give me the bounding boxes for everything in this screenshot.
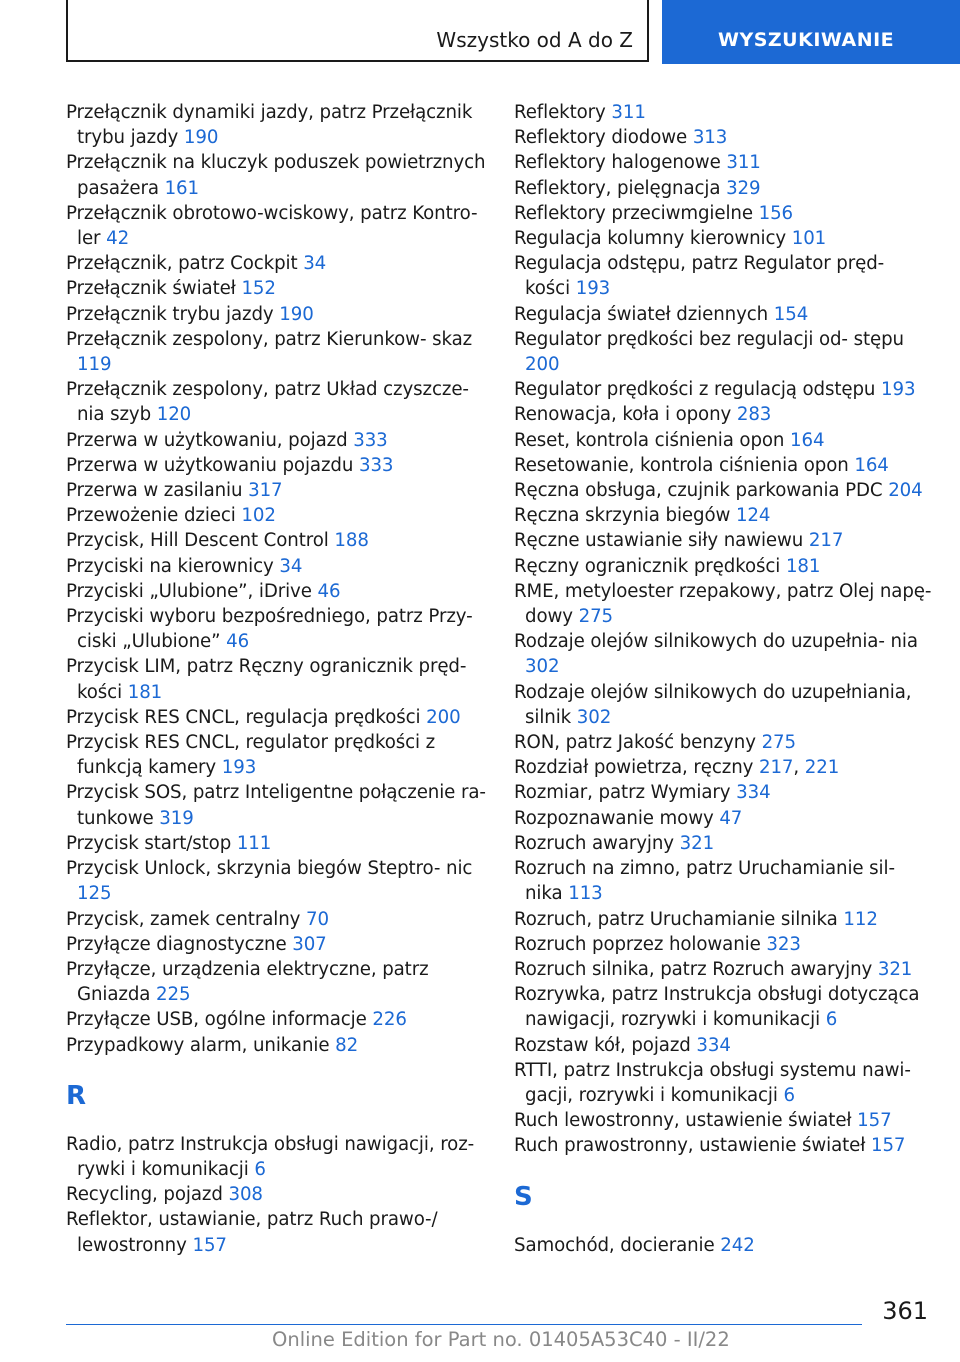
index-entry xyxy=(514,1058,934,1108)
index-entry xyxy=(514,856,934,906)
index-entry-text: Rodzaje olejów silnikowych do uzupełnia- nia xyxy=(514,631,918,653)
index-entry-text: Przyłącze diagnostyczne xyxy=(66,933,293,955)
search-button-label: WYSZUKIWANIE xyxy=(718,29,895,51)
index-entry xyxy=(514,302,934,327)
index-entry xyxy=(66,780,486,830)
page-reference-link[interactable]: 334 xyxy=(736,782,771,804)
page-reference-link[interactable]: 46 xyxy=(317,580,341,602)
index-entry xyxy=(66,856,486,906)
index-entry-text: RME, metyloester rzepakowy, patrz Olej napę- dowy xyxy=(514,580,932,628)
index-entry xyxy=(66,831,486,856)
section-title: Wszystko od A do Z xyxy=(436,28,633,52)
index-entry xyxy=(514,251,934,301)
page-reference-link[interactable]: 302 xyxy=(525,656,560,678)
index-entry-text: Recycling, pojazd xyxy=(66,1184,229,1206)
index-entry xyxy=(66,554,486,579)
index-entry xyxy=(66,201,486,251)
index-entry xyxy=(514,377,934,402)
index-entry-text: Przycisk LIM, patrz Ręczny ogranicznik pręd- kości xyxy=(66,656,467,703)
index-entry xyxy=(66,100,486,150)
index-entry xyxy=(514,629,934,679)
page-reference-link[interactable]: 307 xyxy=(292,933,327,955)
page-reference-link[interactable]: 101 xyxy=(791,228,827,250)
index-entry-text: Przełącznik świateł xyxy=(66,278,242,300)
page-reference-link[interactable]: 42 xyxy=(106,228,130,250)
index-letter-heading: S xyxy=(514,1181,533,1212)
page-reference-link[interactable]: 102 xyxy=(241,505,276,527)
index-entry-text: Ruch lewostronny, ustawienie świateł xyxy=(514,1110,858,1132)
index-entry-text: Rodzaje olejów silnikowych do uzupełniania, silnik xyxy=(514,681,912,728)
footer-edition: Online Edition for Part no. 01405A53C40 - II/22 xyxy=(272,1328,730,1351)
page-reference-link[interactable]: 226 xyxy=(372,1009,407,1031)
index-entry-text: Ręczna skrzynia biegów xyxy=(514,505,736,527)
index-entry-text: Przypadkowy alarm, unikanie xyxy=(66,1034,336,1056)
index-entry-text: Renowacja, koła i opony xyxy=(514,404,737,426)
page-reference-link[interactable]: 164 xyxy=(790,429,825,451)
page-reference-link[interactable]: 317 xyxy=(248,480,283,502)
index-entry-text: Regulator prędkości z regulacją odstępu xyxy=(514,379,882,401)
index-entry-text: Samochód, docieranie xyxy=(514,1234,721,1256)
index-entry xyxy=(514,957,934,982)
index-entry-text: Przycisk SOS, patrz Inteligentne połączenie ra- tunkowe xyxy=(66,782,486,829)
index-entry-text: Rozruch, patrz Uruchamianie silnika xyxy=(514,908,844,930)
page-reference-link[interactable]: 157 xyxy=(870,1135,906,1157)
index-entry-text: Ręczna obsługa, czujnik parkowania PDC xyxy=(514,480,889,502)
section-tab[interactable] xyxy=(66,0,649,62)
index-entry-text: Przycisk Unlock, skrzynia biegów Steptro- nic xyxy=(66,858,473,880)
index-entry-text: Przycisk, zamek centralny xyxy=(66,908,306,930)
page-reference-link[interactable]: 6 xyxy=(254,1158,266,1180)
index-entry xyxy=(66,1132,486,1182)
index-entry-text: Rozpoznawanie mowy xyxy=(514,807,720,829)
index-entry xyxy=(66,150,486,200)
page-reference-link[interactable]: 193 xyxy=(881,379,916,401)
index-entry xyxy=(66,1207,486,1257)
page-reference-link[interactable]: 124 xyxy=(735,505,771,527)
index-entry-text: Przełącznik, patrz Cockpit xyxy=(66,253,304,275)
page-reference-link[interactable]: 82 xyxy=(335,1034,359,1056)
index-entry xyxy=(66,302,486,327)
index-entry xyxy=(514,100,934,125)
index-entry-text: Przerwa w użytkowaniu, pojazd xyxy=(66,429,354,451)
index-entry-text: Przerwa w użytkowaniu pojazdu xyxy=(66,454,359,476)
index-letter-heading: R xyxy=(66,1080,86,1111)
index-entry-text: Ręczne ustawianie siły nawiewu xyxy=(514,530,809,552)
index-entry xyxy=(66,478,486,503)
index-entry-text: Regulacja odstępu, patrz Regulator pręd- kości xyxy=(514,253,885,300)
page-reference-link[interactable]: 323 xyxy=(766,933,801,955)
index-entry-text: Ruch prawostronny, ustawienie świateł xyxy=(514,1135,871,1157)
index-entry-text: Przycisk start/stop xyxy=(66,832,237,854)
index-entry xyxy=(514,1133,934,1158)
index-entry-text: Rozstaw kół, pojazd xyxy=(514,1034,697,1056)
index-entry xyxy=(514,402,934,427)
page-reference-link[interactable]: 334 xyxy=(696,1034,731,1056)
page-reference-link[interactable]: 152 xyxy=(241,278,276,300)
page-reference-link[interactable]: 125 xyxy=(77,883,112,905)
index-entry xyxy=(66,428,486,453)
index-entry-text: Reflektor, ustawianie, patrz Ruch prawo-/ lewostronny xyxy=(66,1209,438,1256)
page-reference-link[interactable]: 6 xyxy=(783,1084,795,1106)
index-entry xyxy=(514,125,934,150)
index-column-left xyxy=(66,100,486,1258)
index-entry-text: Przycisk RES CNCL, regulacja prędkości xyxy=(66,706,427,728)
index-entry xyxy=(514,907,934,932)
index-entry xyxy=(514,226,934,251)
page-reference-link[interactable]: 313 xyxy=(692,127,728,149)
index-entry-text: Przyciski wyboru bezpośredniego, patrz Przy- ciski „Ulubione” xyxy=(66,606,473,653)
index-entry xyxy=(66,453,486,478)
index-entry-text: Przełącznik zespolony, patrz Układ czyszcze- nia szyb xyxy=(66,379,469,426)
index-entry xyxy=(66,276,486,301)
index-entry-text: Reflektory diodowe xyxy=(514,127,693,149)
index-entry xyxy=(514,831,934,856)
index-entry xyxy=(514,428,934,453)
index-entry-text: Regulacja kolumny kierownicy xyxy=(514,228,792,250)
index-entry xyxy=(514,982,934,1032)
index-entry xyxy=(514,503,934,528)
page-reference-link[interactable]: 119 xyxy=(77,354,112,376)
page-reference-link[interactable]: 193 xyxy=(575,278,611,300)
index-entry xyxy=(514,1033,934,1058)
index-entry xyxy=(514,680,934,730)
index-entry xyxy=(514,176,934,201)
page-reference-link[interactable]: 6 xyxy=(825,1009,838,1031)
index-entry-text: Przewożenie dzieci xyxy=(66,505,242,527)
page-reference-link[interactable]: 329 xyxy=(726,177,761,199)
index-entry-text: Reflektory przeciwmgielne xyxy=(514,202,759,224)
page-reference-link[interactable]: 311 xyxy=(726,152,761,174)
index-entry-text: Przyciski na kierownicy xyxy=(66,555,280,577)
index-entry xyxy=(514,201,934,226)
index-entry xyxy=(66,730,486,780)
page-reference-link[interactable]: 181 xyxy=(127,681,163,703)
index-entry xyxy=(514,554,934,579)
index-entry-text: Rozrywka, patrz Instrukcja obsługi dotycząca nawigacji, rozrywki i komunikacji xyxy=(514,984,920,1031)
index-entry-text: Radio, patrz Instrukcja obsługi nawigacji, roz- rywki i komunikacji xyxy=(66,1133,475,1180)
page-reference-link[interactable]: 193 xyxy=(221,757,257,779)
index-entry-text: Regulator prędkości bez regulacji od- stępu xyxy=(514,328,904,350)
page-reference-link[interactable]: 217 xyxy=(758,757,794,779)
page-reference-link[interactable]: 242 xyxy=(720,1234,755,1256)
index-entry-text: Przełącznik na kluczyk poduszek powietrznych pasażera xyxy=(66,152,486,199)
page-reference-link[interactable]: 204 xyxy=(888,480,923,502)
index-entry xyxy=(66,377,486,427)
index-entry-text: Przełącznik dynamiki jazdy, patrz Przełącznik trybu jazdy xyxy=(66,102,473,149)
index-entry xyxy=(66,1033,486,1058)
index-entry-text: Rozmiar, patrz Wymiary xyxy=(514,782,737,804)
index-entry xyxy=(514,780,934,805)
index-entry xyxy=(66,251,486,276)
index-entry xyxy=(66,654,486,704)
index-entry xyxy=(514,932,934,957)
index-entry-text: Rozruch poprzez holowanie xyxy=(514,933,767,955)
index-entry xyxy=(514,806,934,831)
index-entry-text: Przyciski „Ulubione”, iDrive xyxy=(66,580,318,602)
index-entry xyxy=(514,478,934,503)
page-reference-link[interactable]: 47 xyxy=(719,807,743,829)
index-entry xyxy=(514,528,934,553)
page-reference-link[interactable]: 181 xyxy=(785,555,821,577)
page-reference-link[interactable]: 275 xyxy=(761,732,796,754)
index-entry xyxy=(514,1108,934,1133)
index-entry-text: Przełącznik obrotowo-wciskowy, patrz Kontro- ler xyxy=(66,202,478,250)
page-reference-link[interactable]: 275 xyxy=(578,606,614,628)
index-entry xyxy=(66,907,486,932)
index-entry xyxy=(514,579,934,629)
index-entry xyxy=(66,932,486,957)
index-entry-text: Przyłącze USB, ogólne informacje xyxy=(66,1009,373,1031)
page-reference-link[interactable]: 157 xyxy=(192,1234,227,1256)
index-entry-text: Rozruch awaryjny xyxy=(514,832,680,854)
index-entry xyxy=(514,150,934,175)
index-entry-text: Resetowanie, kontrola ciśnienia opon xyxy=(514,454,855,476)
index-entry xyxy=(66,957,486,1007)
index-entry xyxy=(514,730,934,755)
page-reference-link[interactable]: 70 xyxy=(305,908,329,930)
page-reference-link[interactable]: 333 xyxy=(353,429,388,451)
index-entry-text: Rozdział powietrza, ręczny xyxy=(514,757,759,779)
index-entry xyxy=(66,1182,486,1207)
index-entry xyxy=(514,327,934,377)
page-reference-link[interactable]: 321 xyxy=(679,832,715,854)
index-entry xyxy=(66,1007,486,1032)
index-entry-text: Rozruch silnika, patrz Rozruch awaryjny xyxy=(514,958,878,980)
index-column-right xyxy=(514,100,934,1258)
footer-divider xyxy=(66,1324,862,1325)
page-number: 361 xyxy=(882,1297,928,1325)
page-reference-link[interactable]: 120 xyxy=(156,404,192,426)
page-reference-link[interactable]: 34 xyxy=(279,555,303,577)
page-reference-link[interactable]: 34 xyxy=(303,253,327,275)
page-reference-link[interactable]: 308 xyxy=(228,1184,263,1206)
page-reference-link[interactable]: 164 xyxy=(854,454,889,476)
index-entry xyxy=(514,1233,934,1258)
index-entry-text: Przerwa w zasilaniu xyxy=(66,480,249,502)
page-reference-link[interactable]: 157 xyxy=(857,1110,892,1132)
index-entry-text: Reflektory xyxy=(514,102,612,123)
page-reference-link[interactable]: 161 xyxy=(164,177,199,199)
page-reference-link[interactable]: 113 xyxy=(568,883,603,905)
page-reference-link[interactable]: 154 xyxy=(773,303,809,325)
page-reference-link[interactable]: 200 xyxy=(525,354,560,376)
index-entry-text: Przycisk RES CNCL, regulator prędkości z funkcją kamery xyxy=(66,732,436,779)
index-entry xyxy=(66,528,486,553)
index-entry-text: Przycisk, Hill Descent Control xyxy=(66,530,335,552)
index-entry-text: RTTI, patrz Instrukcja obsługi systemu nawi- gacji, rozrywki i komunikacji xyxy=(514,1059,911,1106)
page-reference-link[interactable]: 111 xyxy=(236,832,272,854)
index-entry-text: Regulacja świateł dziennych xyxy=(514,303,774,325)
page-reference-link[interactable]: 319 xyxy=(159,807,194,829)
index-entry xyxy=(66,503,486,528)
page-reference-link[interactable]: 283 xyxy=(736,404,772,426)
page-reference-link[interactable]: 190 xyxy=(183,127,219,149)
page-reference-link[interactable]: 190 xyxy=(279,303,314,325)
index-entry-text: RON, patrz Jakość benzyny xyxy=(514,732,762,754)
index-entry-text: Przełącznik zespolony, patrz Kierunkow- skaz xyxy=(66,328,473,350)
index-entry xyxy=(514,453,934,478)
index-entry-text: Reflektory halogenowe xyxy=(514,152,727,174)
index-entry xyxy=(66,705,486,730)
index-entry xyxy=(66,327,486,377)
page-reference-link[interactable]: 221 xyxy=(804,757,840,779)
index-entry-text: Reflektory, pielęgnacja xyxy=(514,177,727,199)
index-entry-text: Przełącznik trybu jazdy xyxy=(66,303,280,325)
index-entry xyxy=(66,579,486,604)
index-entry-text: Ręczny ogranicznik prędkości xyxy=(514,555,786,577)
page-reference-link[interactable]: 311 xyxy=(611,102,646,123)
page-reference-link[interactable]: 225 xyxy=(156,984,191,1006)
page-reference-link[interactable]: 188 xyxy=(334,530,369,552)
page-reference-link[interactable]: 217 xyxy=(808,530,844,552)
index-entry xyxy=(66,604,486,654)
page-reference-link[interactable]: 321 xyxy=(877,958,913,980)
index-entry-text: Reset, kontrola ciśnienia opon xyxy=(514,429,791,451)
page-reference-link[interactable]: 333 xyxy=(358,454,394,476)
page-reference-link[interactable]: 302 xyxy=(576,706,612,728)
index-entry: Rozdział powietrza, ręczny 217, 221 xyxy=(514,757,840,779)
index-entry-text: Rozruch na zimno, patrz Uruchamianie sil- nika xyxy=(514,858,895,905)
search-button[interactable] xyxy=(662,0,960,64)
page-reference-link[interactable]: 46 xyxy=(226,631,250,653)
page-reference-link[interactable]: 200 xyxy=(426,706,461,728)
page-reference-link[interactable]: 156 xyxy=(758,202,794,224)
page-reference-link[interactable]: 112 xyxy=(843,908,878,930)
index-entry-text: Przyłącze, urządzenia elektryczne, patrz Gniazda xyxy=(66,958,429,1006)
